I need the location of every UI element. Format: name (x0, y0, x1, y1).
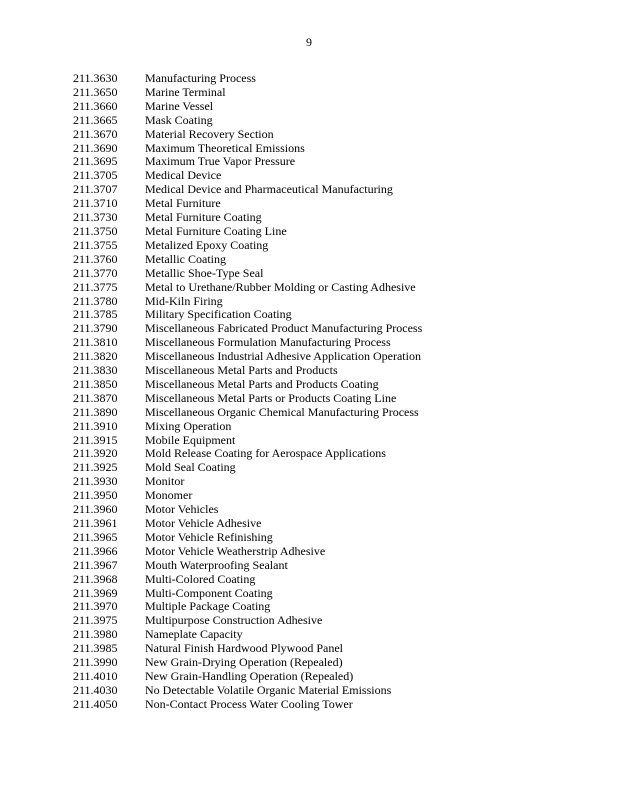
section-number: 211.3967 (73, 557, 118, 572)
section-number: 211.3915 (73, 432, 118, 447)
section-entry (73, 475, 422, 489)
section-entry (73, 86, 422, 100)
section-title: Multi-Component Coating (145, 585, 273, 600)
section-entry (73, 559, 422, 573)
section-number: 211.3985 (73, 641, 118, 656)
section-entry (73, 142, 422, 156)
section-entry (73, 531, 422, 545)
section-title: Motor Vehicle Weatherstrip Adhesive (145, 543, 326, 558)
section-number: 211.3968 (73, 571, 118, 586)
section-entry (73, 336, 422, 350)
section-entry (73, 698, 422, 712)
section-number: 211.3750 (73, 223, 118, 238)
section-entry (73, 239, 422, 253)
section-title: Medical Device and Pharmaceutical Manufacturing (145, 182, 393, 197)
section-number: 211.3961 (73, 516, 118, 530)
section-entry (73, 114, 422, 128)
section-entry (73, 642, 422, 656)
section-number: 211.3830 (73, 363, 118, 378)
section-title: No Detectable Volatile Organic Material Emissions (145, 682, 392, 697)
section-number: 211.3930 (73, 474, 118, 489)
section-entry (73, 378, 422, 392)
section-number: 211.3960 (73, 502, 118, 517)
section-entry (73, 72, 422, 86)
section-number: 211.3707 (73, 182, 118, 197)
section-title: Metal Furniture Coating (145, 210, 262, 225)
section-entry (73, 684, 422, 698)
section-number: 211.3965 (73, 529, 118, 544)
section-entry (73, 545, 422, 559)
section-entry (73, 183, 422, 197)
section-title: Mixing Operation (145, 418, 232, 433)
section-number: 211.3925 (73, 460, 118, 475)
section-title: Miscellaneous Metal Parts or Products Coating Line (145, 390, 397, 405)
section-number: 211.3705 (73, 168, 118, 183)
section-title: Monomer (145, 488, 193, 503)
section-title: Metal to Urethane/Rubber Molding or Casting Adhesive (145, 279, 416, 294)
section-title: Multi-Colored Coating (145, 571, 256, 586)
section-entry (73, 392, 422, 406)
section-number: 211.3695 (73, 154, 118, 169)
section-number: 211.3980 (73, 627, 118, 642)
section-number: 211.4050 (73, 696, 118, 711)
section-title: Motor Vehicles (145, 502, 219, 517)
section-title: Motor Vehicle Adhesive (145, 516, 262, 530)
section-number: 211.3650 (73, 84, 118, 99)
section-number: 211.3970 (73, 599, 118, 614)
section-number: 211.3690 (73, 140, 118, 155)
section-number: 211.3890 (73, 404, 118, 419)
section-title: Monitor (145, 474, 185, 489)
section-title: Natural Finish Hardwood Plywood Panel (145, 641, 343, 656)
section-entry (73, 100, 422, 114)
section-number: 211.3770 (73, 265, 118, 280)
section-entry (73, 600, 422, 614)
section-title: Mold Release Coating for Aerospace Applications (145, 446, 386, 461)
section-entry (73, 587, 422, 601)
section-entry (73, 281, 422, 295)
section-number: 211.3710 (73, 196, 118, 211)
section-entry (73, 169, 422, 183)
section-number: 211.3810 (73, 335, 118, 350)
section-number: 211.3850 (73, 376, 118, 391)
section-entry (73, 155, 422, 169)
section-number: 211.3820 (73, 349, 118, 364)
section-number: 211.3755 (73, 237, 118, 252)
section-list (73, 72, 422, 712)
section-number: 211.3990 (73, 655, 118, 670)
section-title: Multiple Package Coating (145, 599, 271, 614)
section-entry (73, 656, 422, 670)
section-title: Metallic Coating (145, 251, 226, 266)
section-title: Miscellaneous Organic Chemical Manufacturing Process (145, 404, 419, 419)
section-title: Medical Device (145, 168, 222, 183)
section-entry (73, 670, 422, 684)
section-title: Metallic Shoe-Type Seal (145, 265, 264, 280)
section-number: 211.3975 (73, 613, 118, 628)
section-title: New Grain-Handling Operation (Repealed) (145, 668, 354, 683)
section-title: Military Specification Coating (145, 307, 292, 322)
section-entry (73, 434, 422, 448)
section-entry (73, 350, 422, 364)
section-entry (73, 503, 422, 517)
section-title: Metal Furniture (145, 196, 221, 211)
section-number: 211.3966 (73, 543, 118, 558)
section-entry (73, 628, 422, 642)
section-title: Mobile Equipment (145, 432, 236, 447)
section-title: Mold Seal Coating (145, 460, 236, 475)
section-title: Marine Terminal (145, 84, 226, 99)
section-number: 211.3969 (73, 585, 118, 600)
section-title: Metalized Epoxy Coating (145, 237, 269, 252)
section-number: 211.3630 (73, 71, 118, 85)
section-entry (73, 614, 422, 628)
section-title: Maximum True Vapor Pressure (145, 154, 296, 169)
section-title: Mask Coating (145, 112, 213, 127)
section-entry (73, 517, 422, 531)
section-number: 211.3950 (73, 488, 118, 503)
section-entry (73, 253, 422, 267)
section-number: 211.3910 (73, 418, 118, 433)
section-title: Miscellaneous Formulation Manufacturing Process (145, 335, 391, 350)
section-title: Non-Contact Process Water Cooling Tower (145, 696, 353, 711)
section-title: Miscellaneous Metal Parts and Products Coating (145, 376, 379, 391)
section-number: 211.3790 (73, 321, 118, 336)
section-number: 211.3780 (73, 293, 118, 308)
section-number: 211.3670 (73, 126, 118, 141)
section-entry (73, 211, 422, 225)
section-entry (73, 420, 422, 434)
section-title: Manufacturing Process (145, 71, 256, 85)
section-entry (73, 322, 422, 336)
section-title: Marine Vessel (145, 98, 214, 113)
section-entry (73, 461, 422, 475)
section-number: 211.3775 (73, 279, 118, 294)
section-entry (73, 364, 422, 378)
section-number: 211.3870 (73, 390, 118, 405)
section-title: Mouth Waterproofing Sealant (145, 557, 288, 572)
section-title: Mid-Kiln Firing (145, 293, 223, 308)
section-number: 211.3660 (73, 98, 118, 113)
section-title: Miscellaneous Industrial Adhesive Application Operation (145, 349, 421, 364)
section-number: 211.4030 (73, 682, 118, 697)
section-number: 211.4010 (73, 668, 118, 683)
section-title: Motor Vehicle Refinishing (145, 529, 273, 544)
section-entry (73, 267, 422, 281)
page-number: 9 (306, 35, 312, 49)
section-title: Material Recovery Section (145, 126, 274, 141)
section-title: Maximum Theoretical Emissions (145, 140, 305, 155)
section-entry (73, 295, 422, 309)
section-title: Metal Furniture Coating Line (145, 223, 287, 238)
section-entry (73, 308, 422, 322)
section-number: 211.3760 (73, 251, 118, 266)
section-number: 211.3785 (73, 307, 118, 322)
section-title: Miscellaneous Fabricated Product Manufacturing Process (145, 321, 423, 336)
section-title: New Grain-Drying Operation (Repealed) (145, 655, 343, 670)
section-title: Multipurpose Construction Adhesive (145, 613, 323, 628)
section-title: Miscellaneous Metal Parts and Products (145, 363, 338, 378)
section-number: 211.3665 (73, 112, 118, 127)
section-entry (73, 489, 422, 503)
section-entry (73, 447, 422, 461)
section-entry (73, 225, 422, 239)
section-entry (73, 128, 422, 142)
section-entry (73, 197, 422, 211)
section-number: 211.3920 (73, 446, 118, 461)
section-number: 211.3730 (73, 210, 118, 225)
section-entry (73, 573, 422, 587)
section-entry (73, 406, 422, 420)
section-title: Nameplate Capacity (145, 627, 243, 642)
